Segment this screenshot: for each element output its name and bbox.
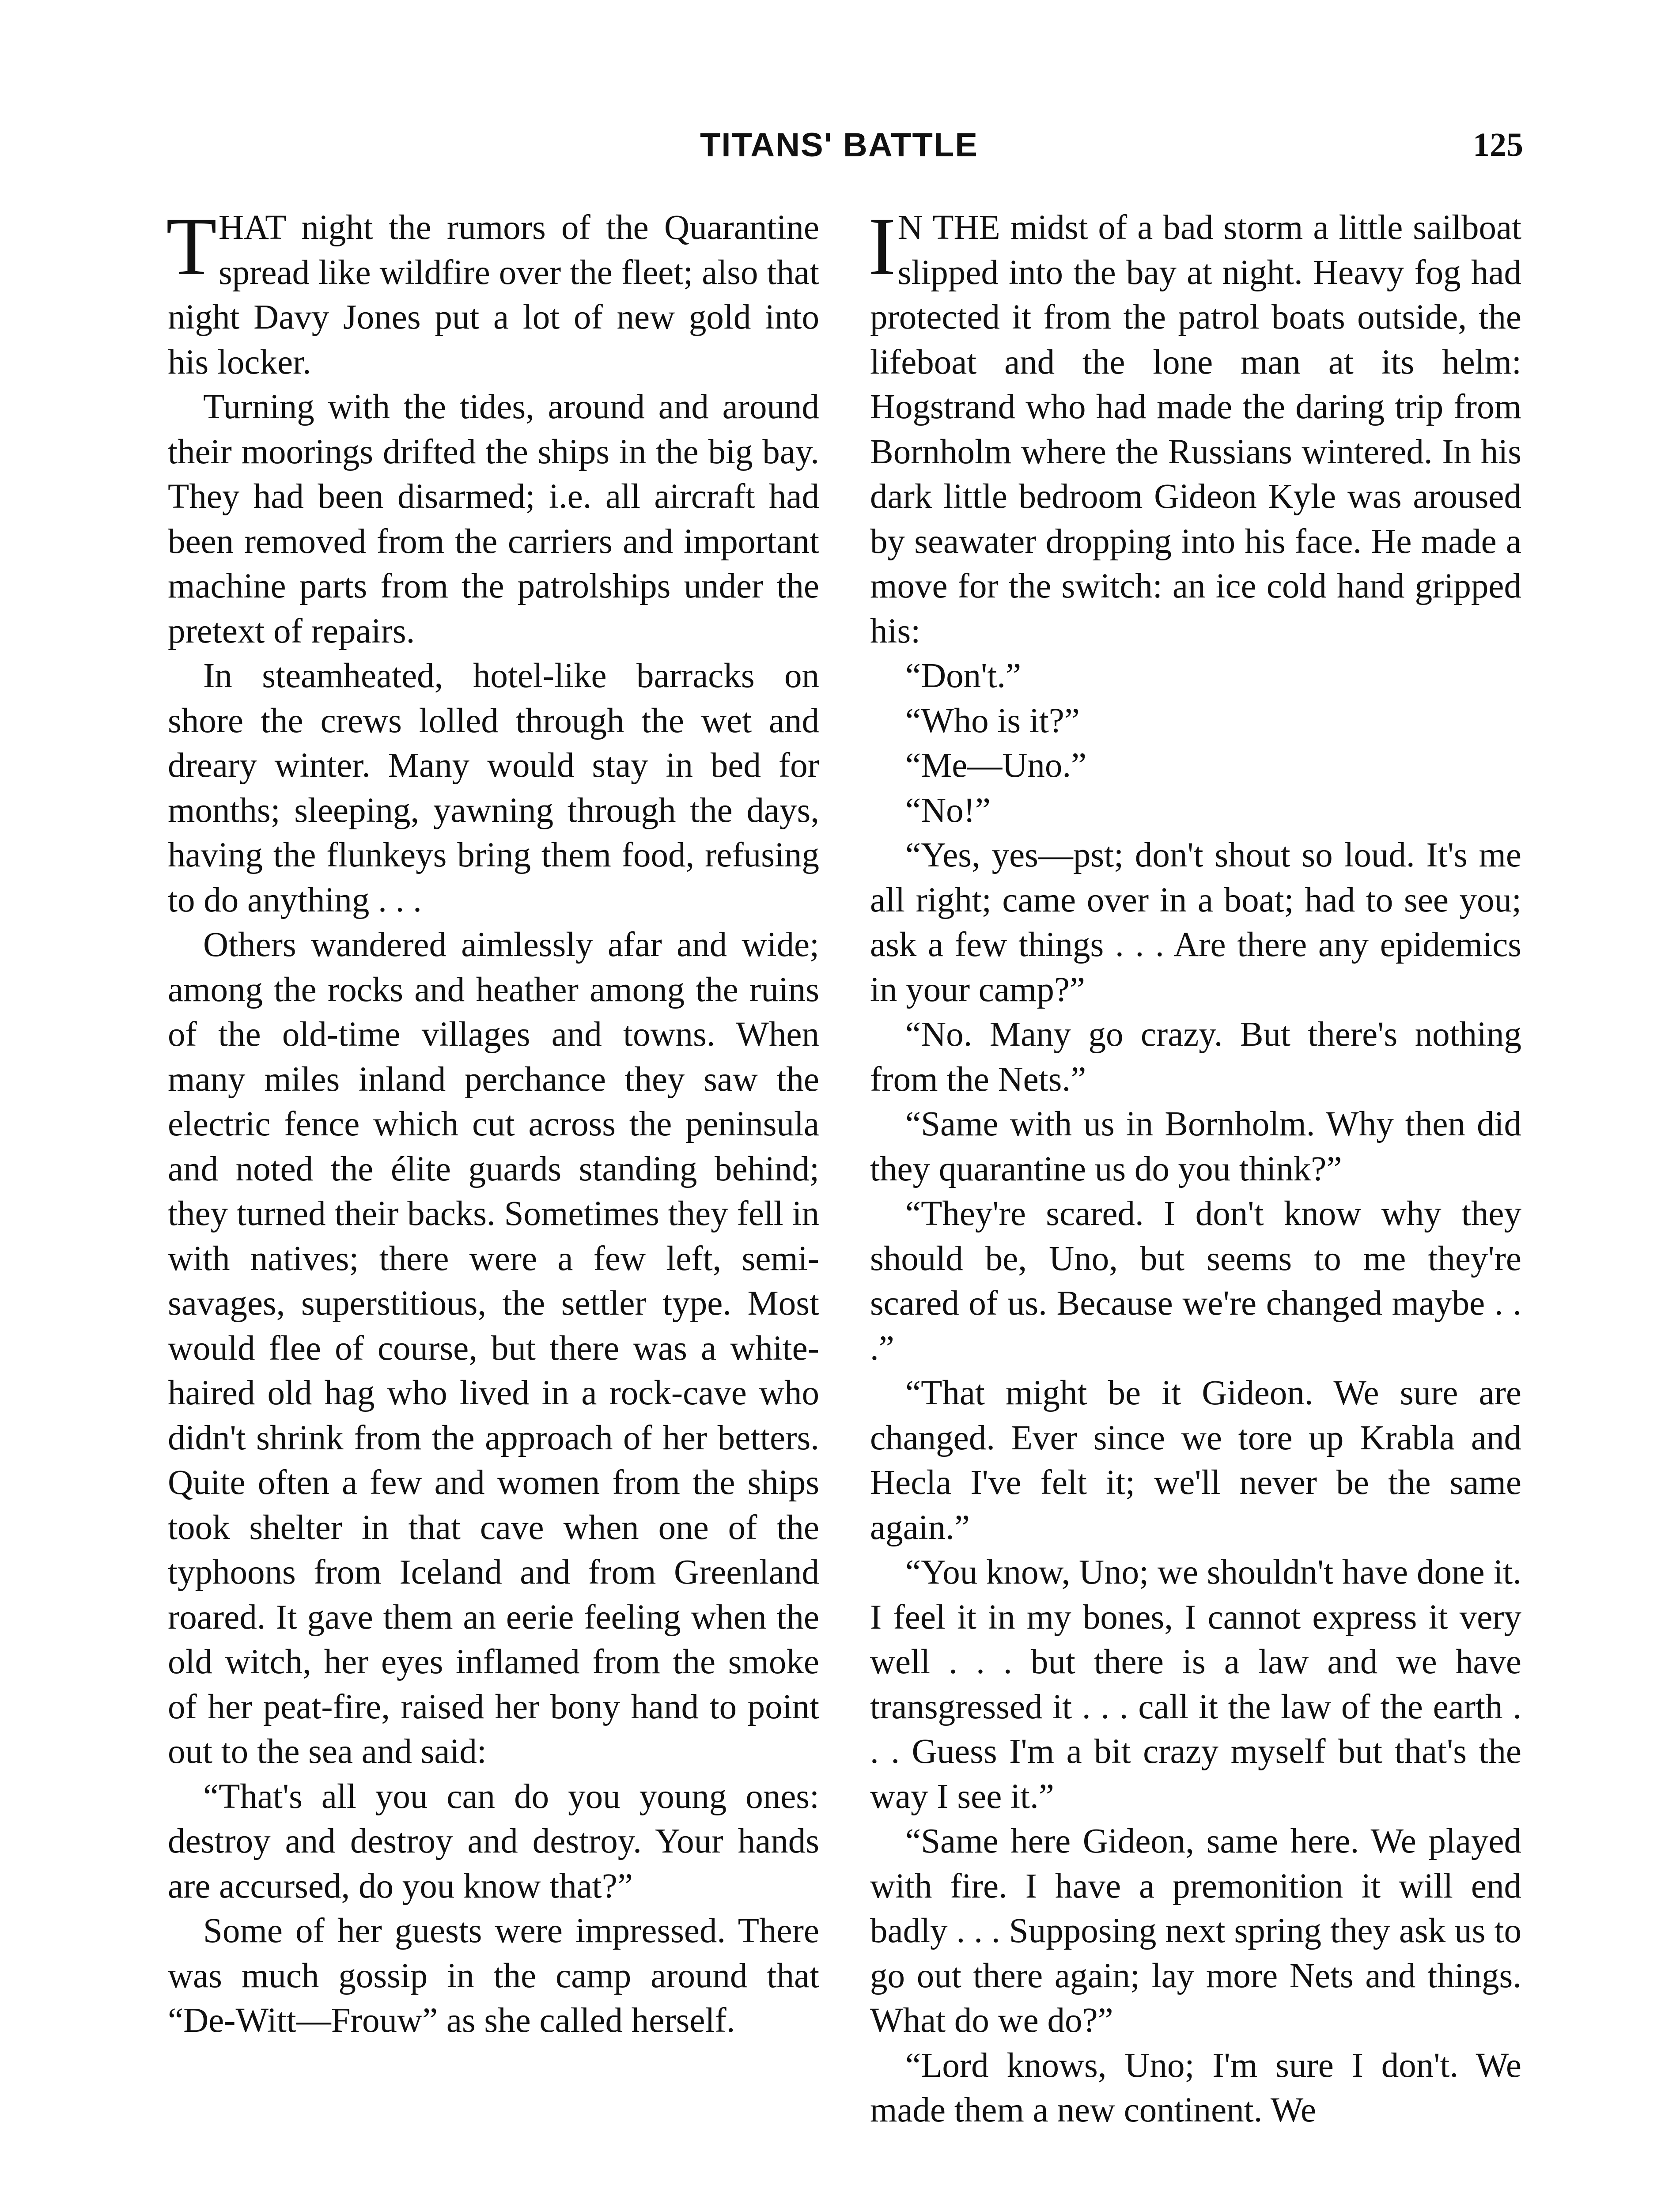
right-paragraph-2: “Don't.” [905,657,1022,695]
right-paragraph-10: “That might be it Gideon. We sure are changed. Ever since we tore up Krabla and Hecla I've felt it; we'll never be the same again.” [870,1374,1521,1547]
right-paragraph-3: “Who is it?” [905,701,1080,740]
right-paragraph-1 [868,200,1521,654]
right-column [868,200,1521,2133]
left-column [166,200,819,2043]
left-paragraph-2: Turning with the tides, around and around their moorings drifted the ships in the big bay. They had been disarmed; i.e. all aircraft had been removed from the carriers and important machine parts from the patrolships under the pretext of repairs. [168,388,819,650]
right-paragraph-6: “Yes, yes—pst; don't shout so loud. It's me all right; came over in a boat; had to see you; ask a few things . . . Are there any epidemics in your camp?” [870,836,1521,1009]
right-paragraph-7: “No. Many go crazy. But there's nothing from the Nets.” [870,1015,1521,1099]
left-paragraph-6: Some of her guests were impressed. There was much gossip in the camp around that “De-Witt—Frouw” as she called herself. [168,1912,819,2040]
running-header-title: TITANS' BATTLE [700,126,979,164]
right-paragraph-12: “Same here Gideon, same here. We played with fire. I have a premonition it will end badly . . . Supposing next spring they ask us to go out there again; lay more Nets and things. What do we do?” [870,1822,1521,2040]
right-paragraph-11: “You know, Uno; we shouldn't have done it. I feel it in my bones, I cannot express it very well . . . but there is a law and we have transgressed it . . . call it the law of the earth . . . Guess I'm a bit crazy myself but that's the way I see it.” [870,1553,1521,1816]
left-paragraph-3: In steamheated, hotel-like barracks on shore the crews lolled through the wet and dreary winter. Many would stay in bed for months; sleeping, yawning through the days, having the flunkeys bring them food, refusing to do anything . . . [168,657,819,919]
left-paragraph-1-text: HAT night the rumors of the Quarantine spread like wildfire over the fleet; also that night Davy Jones put a lot of new gold into his locker. [168,208,819,382]
right-dropcap: I [868,200,896,292]
left-paragraph-1 [166,200,819,385]
right-paragraph-9: “They're scared. I don't know why they should be, Uno, but seems to me they're scared of us. Because we're changed maybe . . .” [870,1195,1521,1368]
right-paragraph-13: “Lord knows, Uno; I'm sure I don't. We made them a new continent. We [870,2046,1521,2129]
left-paragraph-5: “That's all you can do you young ones: destroy and destroy and destroy. Your hands are accursed, do you know that?” [168,1777,819,1906]
right-paragraph-1-text: N THE midst of a bad storm a little sailboat slipped into the bay at night. Heavy fog had protected it from the patrol boats outside, the lifeboat and the lone man at its helm: Hogstrand who had made the daring trip from Bornholm where the Russians wintered. In his dark little bedroom Gideon Kyle was aroused by seawater dropping into his face. He made a move for the switch: an ice cold hand gripped his: [870,208,1521,650]
right-paragraph-8: “Same with us in Bornholm. Why then did they quarantine us do you think?” [870,1105,1521,1188]
page-number: 125 [1473,126,1523,163]
right-paragraph-4: “Me—Uno.” [905,746,1087,785]
left-paragraph-4: Others wandered aimlessly afar and wide; among the rocks and heather among the ruins of the old-time villages and towns. When many miles inland perchance they saw the electric fence which cut across the peninsula and noted the élite guards standing behind; they turned their backs. Sometimes they fell in with natives; there were a few left, semi-savages, superstitious, the settler type. Most would flee of course, but there was a white-haired old hag who lived in a rock-cave who didn't shrink from the approach of her betters. Quite often a few and women from the ships took shelter in that cave when one of the typhoons from Iceland and from Greenland roared. It gave them an eerie feeling when the old witch, her eyes inflamed from the smoke of her peat-fire, raised her bony hand to point out to the sea and said: [168,926,819,1771]
left-dropcap: T [166,200,217,292]
right-paragraph-5: “No!” [905,791,991,830]
